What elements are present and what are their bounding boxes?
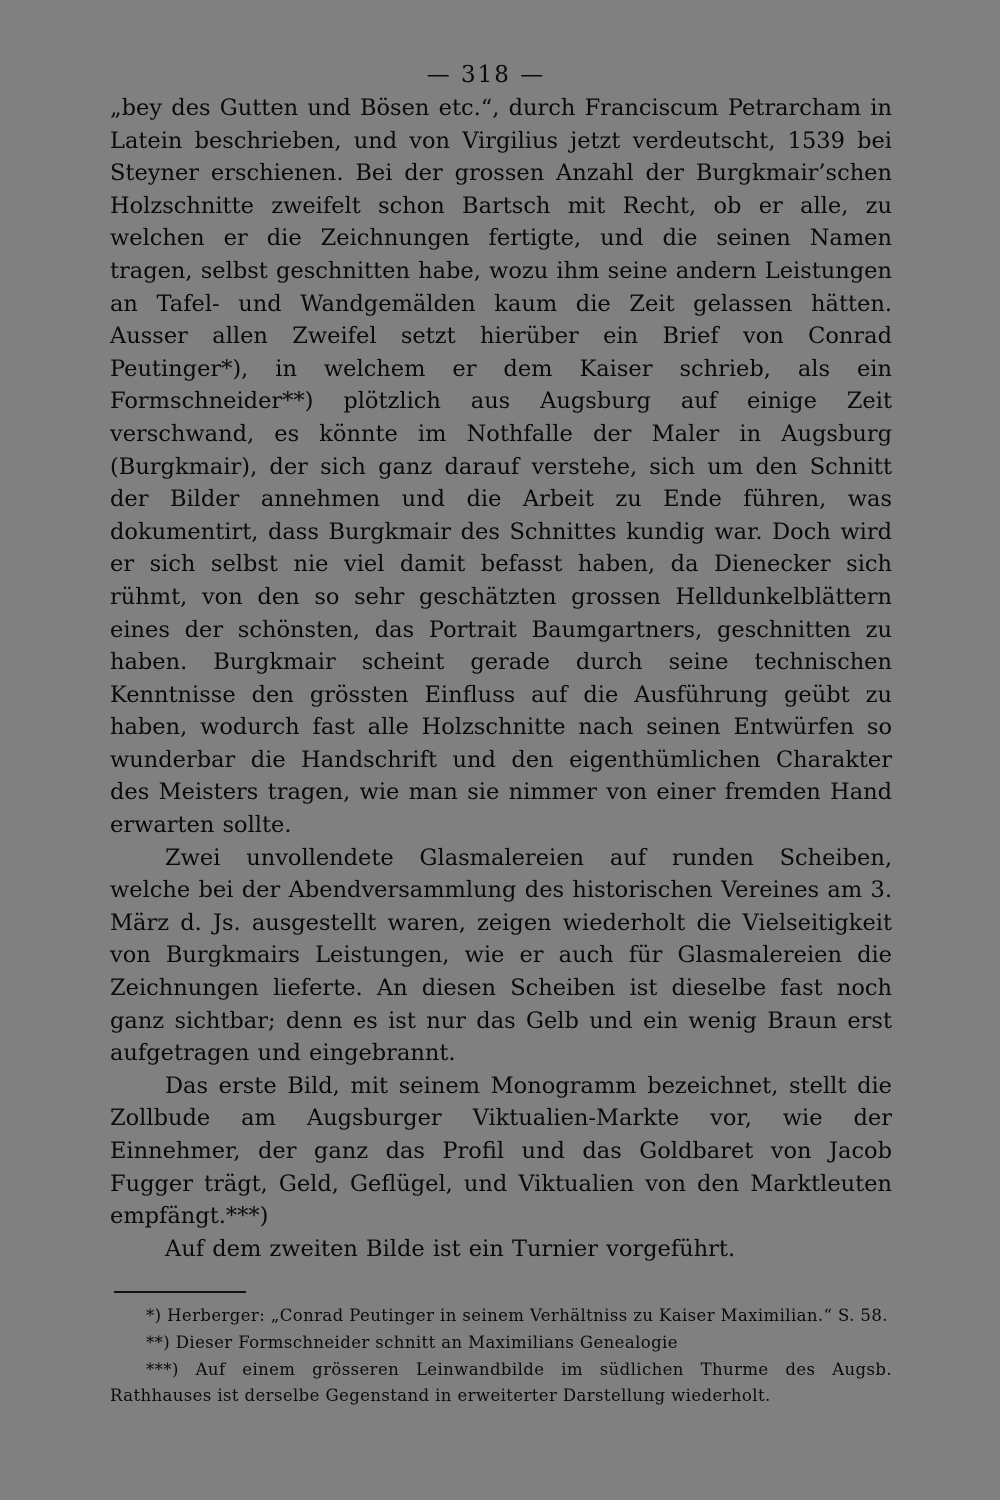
footnote-2: **) Dieser Formschneider schnitt an Maximilians Genealogie (146, 1332, 678, 1352)
paragraph-glass-paintings: Zwei unvollendete Glasmalereien auf runden Scheiben, welche bei der Abendversammlung des historischen Vereines am 3. März d. Js. ausgestellt waren, zeigen wiederholt die Vielseitigkeit von Burgkmairs Leistungen, wie er auch für Glasmalereien die Zeichnungen lieferte. An diesen Scheiben ist dieselbe fast noch ganz sichtbar; denn es ist nur das Gelb und ein wenig Braun erst aufgetragen und eingebrannt. (110, 844, 892, 1067)
body-text (110, 92, 892, 1265)
footnote-1: *) Herberger: „Conrad Peutinger in seinem Verhältniss zu Kaiser Maximilian.“ S. 58. (146, 1306, 888, 1326)
paragraph-first-picture: Das erste Bild, mit seinem Monogramm bezeichnet, stellt die Zollbude am Augsburger Viktualien-Markte vor, wie der Einnehmer, der ganz das Profil und das Goldbaret von Jacob Fugger trägt, Geld, Geflügel, und Viktualien von den Marktleuten empfängt.***) (110, 1072, 892, 1230)
footnotes (110, 1303, 892, 1409)
book-page (110, 58, 892, 1478)
footnote-divider (114, 1291, 246, 1293)
footnote-3: ***) Auf einem grösseren Leinwandbilde im südlichen Thurme des Augsb. Rathhauses ist derselbe Gegenstand in erweiterter Darstellung wiederholt. (110, 1359, 892, 1406)
paragraph-continuation: „bey des Gutten und Bösen etc.“, durch Franciscum Petrarcham in Latein beschrieben, und von Virgilius jetzt verdeutscht, 1539 bei Steyner erschienen. Bei der grossen Anzahl der Burgkmair’schen Holzschnitte zweifelt schon Bartsch mit Recht, ob er alle, zu welchen er die Zeichnungen fertigte, und die seinen Namen tragen, selbst geschnitten habe, wozu ihm seine andern Leistungen an Tafel- und Wandgemälden kaum die Zeit gelassen hätten. Ausser allen Zweifel setzt hierüber ein Brief von Conrad Peutinger*), in welchem er dem Kaiser schrieb, als ein Formschneider**) plötzlich aus Augsburg auf einige Zeit verschwand, es könnte im Nothfalle der Maler in Augsburg (Burgkmair), der sich ganz darauf verstehe, sich um den Schnitt der Bilder annehmen und die Arbeit zu Ende führen, was dokumentirt, dass Burgkmair des Schnittes kundig war. Doch wird er sich selbst nie viel damit befasst haben, da Dienecker sich rühmt, von den so sehr geschätzten grossen Helldunkelblättern eines der schönsten, das Portrait Baumgartners, geschnitten zu haben. Burgkmair scheint gerade durch seine technischen Kenntnisse den grössten Einfluss auf die Ausführung geübt zu haben, wodurch fast alle Holzschnitte nach seinen Entwürfen so wunderbar die Handschrift und den eigenthümlichen Charakter des Meisters tragen, wie man sie nimmer von einer fremden Hand erwarten sollte. (110, 95, 892, 839)
page-number: — 318 — (426, 62, 546, 88)
paragraph-second-picture: Auf dem zweiten Bilde ist ein Turnier vorgeführt. (165, 1235, 736, 1262)
